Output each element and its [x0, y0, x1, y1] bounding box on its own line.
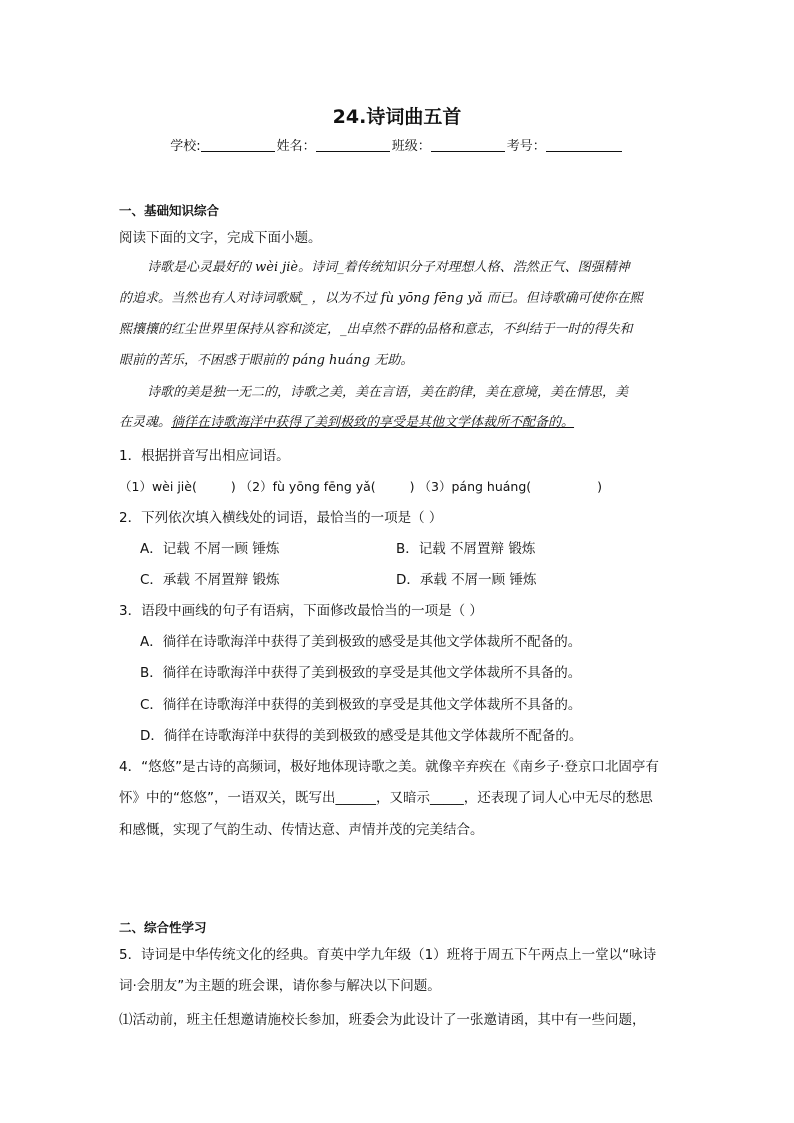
page-title: 24.诗词曲五首 [332, 106, 462, 128]
q2-option-b[interactable]: B．记载 不屑置辩 锻炼 [396, 541, 536, 557]
passage-line: 眼前的苦乐，不困惑于眼前的 páng huáng 无助。 [119, 353, 414, 368]
q1-item-1: （1）wèi jiè( [119, 479, 197, 494]
q1-item-4: ) [597, 479, 603, 494]
passage-line: 熙攘攘的红尘世界里保持从容和淡定，_出卓然不群的品格和意志，不纠结于一时的得失和 [119, 322, 633, 337]
q4-line: 4．“悠悠”是古诗的高频词，极好地体现诗歌之美。就像辛弃疾在《南乡子·登京口北固亭有 [119, 759, 659, 775]
section2-heading: 二、综合性学习 [119, 920, 207, 935]
q2-option-a[interactable]: A．记载 不屑一顾 锤炼 [140, 541, 280, 557]
q4-line: 怀》中的“悠悠”，一语双关，既写出______，又暗示_____，还表现了词人心中无尽的愁思 [119, 790, 653, 806]
student-info-line [0, 137, 794, 157]
school-label: 学校: [170, 139, 201, 154]
passage2-line-2 [119, 413, 671, 433]
q2-stem: 2．下列依次填入横线处的词语，最恰当的一项是（ ） [119, 510, 443, 526]
passage-line: 的追求。当然也有人对诗词歌赋_ ，以为不过 fù yōng fēng yǎ 而已。但诗歌确可使你在熙 [119, 291, 643, 306]
q3-option-a[interactable]: A．徜徉在诗歌海洋中获得了美到极致的感受是其他文学体裁所不配备的。 [140, 634, 582, 650]
q2-option-d[interactable]: D．承载 不屑一顾 锤炼 [396, 572, 537, 588]
section1-instruction: 阅读下面的文字，完成下面小题。 [119, 230, 322, 246]
q3-stem: 3．语段中画线的句子有语病，下面修改最恰当的一项是（ ） [119, 603, 483, 619]
class-label: 班级： [391, 139, 431, 154]
exam-no-blank[interactable] [546, 137, 622, 152]
class-blank[interactable] [431, 137, 505, 152]
exam-no-label: 考号： [506, 139, 546, 154]
school-blank[interactable] [201, 137, 275, 152]
passage2-prefix: 在灵魂。 [119, 415, 172, 430]
q2-option-c[interactable]: C．承载 不屑置辩 锻炼 [140, 572, 280, 588]
passage-line: 诗歌是心灵最好的 wèi jiè。诗词_着传统知识分子对理想人格、浩然正气、图强精神 [147, 260, 630, 275]
underlined-sentence: 徜徉在诗歌海洋中获得了美到极致的享受是其他文学体裁所不配备的。 [171, 415, 575, 430]
q1-items [119, 477, 602, 497]
q3-option-b[interactable]: B．徜徉在诗歌海洋中获得了美到极致的享受是其他文学体裁所不具备的。 [140, 665, 582, 681]
section1-heading: 一、基础知识综合 [119, 203, 220, 218]
passage2-line: 诗歌的美是独一无二的，诗歌之美，美在言语，美在韵律，美在意境，美在情思，美 [147, 385, 629, 400]
name-label: 姓名： [276, 139, 316, 154]
q1-item-3: ) （3）páng huáng( [409, 479, 532, 494]
name-blank[interactable] [316, 137, 390, 152]
q1-stem: 1．根据拼音写出相应词语。 [119, 448, 290, 464]
q4-line: 和感慨，实现了气韵生动、传情达意、声情并茂的完美结合。 [119, 822, 484, 838]
q3-option-d[interactable]: D．徜徉在诗歌海洋中获得的美到极致的感受是其他文学体裁所不配备的。 [140, 728, 583, 744]
q5-line: 5．诗词是中华传统文化的经典。育英中学九年级（1）班将于周五下午两点上一堂以“咏诗 [119, 947, 657, 963]
q5-line: ⑴活动前，班主任想邀请施校长参加，班委会为此设计了一张邀请函，其中有一些问题， [119, 1012, 646, 1028]
q1-item-2: ) （2）fù yōng fēng yǎ( [230, 479, 376, 494]
q5-line: 词·会朋友”为主题的班会课，请你参与解决以下问题。 [119, 978, 441, 994]
q3-option-c[interactable]: C．徜徉在诗歌海洋中获得的美到极致的享受是其他文学体裁所不具备的。 [140, 697, 582, 713]
